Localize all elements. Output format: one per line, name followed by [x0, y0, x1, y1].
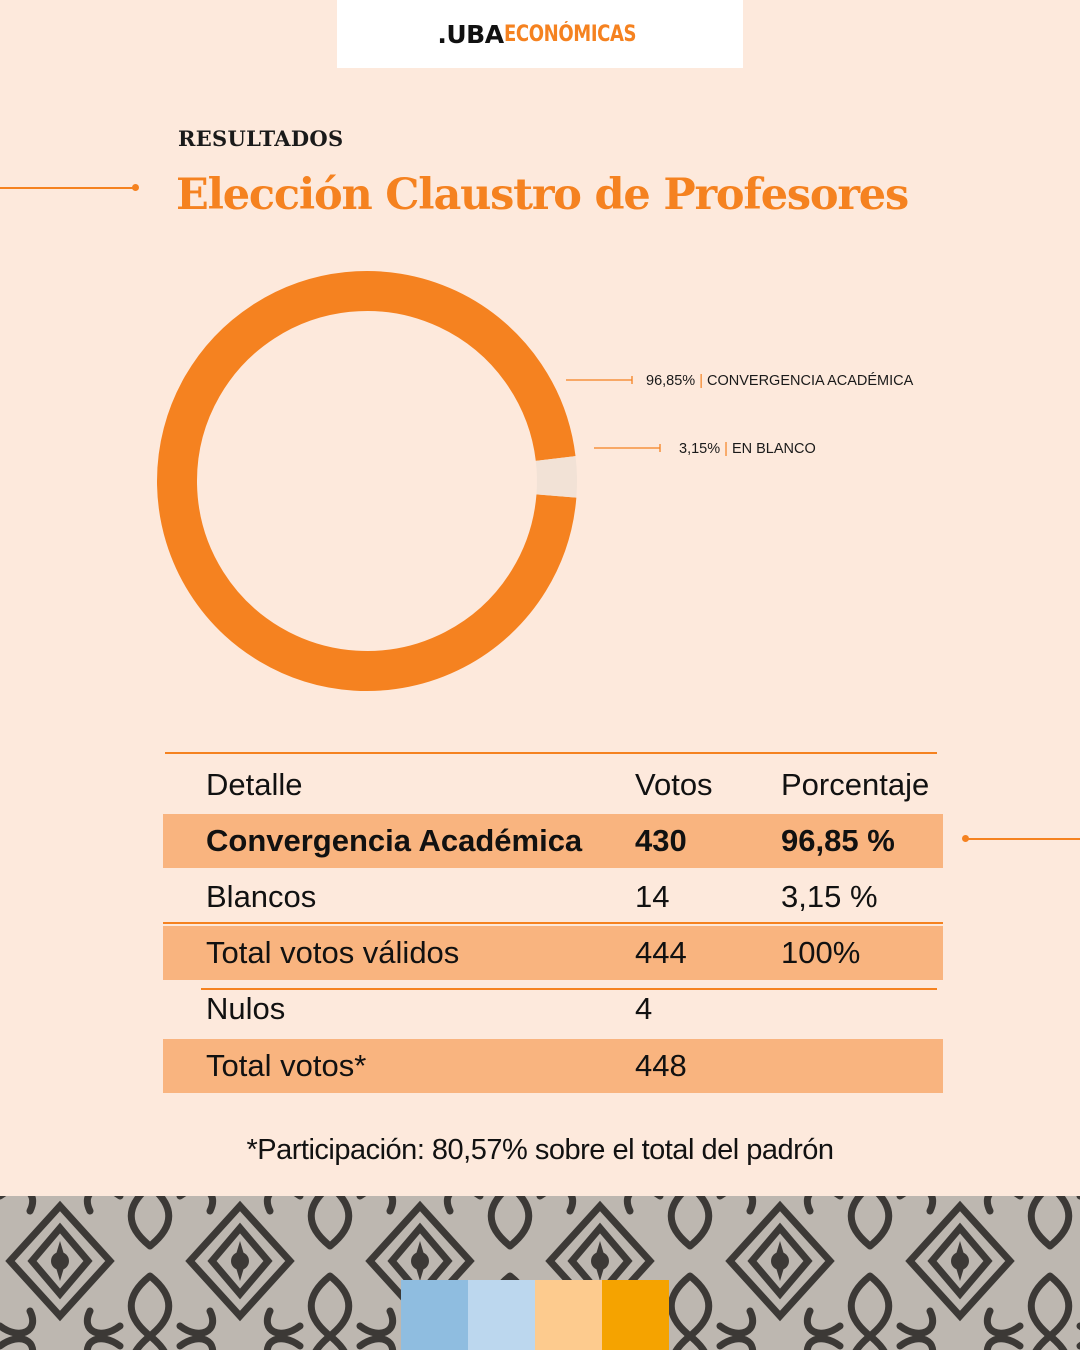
swatch-light-blue: [468, 1280, 535, 1350]
slice-separator: |: [699, 373, 708, 389]
header-detalle: Detalle: [206, 767, 303, 802]
donut-slice-en-blanco: [556, 458, 557, 496]
table-row: [163, 926, 943, 980]
header-porcentaje: Porcentaje: [781, 767, 930, 802]
table-row: [163, 982, 943, 1036]
row-detalle: Blancos: [206, 879, 317, 914]
row-votos: 444: [635, 935, 687, 970]
donut-slice-convergencia: [177, 291, 556, 671]
table-row: [163, 1039, 943, 1093]
table-top-rule: [165, 752, 937, 754]
slice-separator: |: [724, 441, 732, 457]
row-detalle: Nulos: [206, 991, 286, 1026]
row-detalle: Total votos válidos: [206, 935, 460, 970]
slice-name: CONVERGENCIA ACADÉMICA: [707, 373, 914, 389]
slice-label-1: [679, 441, 816, 457]
row-porcentaje: 3,15 %: [781, 879, 878, 914]
donut-slices: [177, 291, 557, 671]
page-title: Elección Claustro de Profesores: [176, 170, 908, 220]
slice-percent: 96,85%: [646, 373, 700, 389]
swatch-peach: [535, 1280, 602, 1350]
table-row: [163, 870, 943, 924]
total-rule: [163, 922, 943, 924]
row-votos: 4: [635, 991, 653, 1026]
table-row: [163, 814, 943, 868]
row-detalle: Total votos*: [206, 1048, 367, 1083]
participation-footnote: *Participación: 80,57% sobre el total del padrón: [246, 1134, 834, 1166]
header-votos: Votos: [635, 767, 713, 802]
slice-label-0: [646, 372, 914, 389]
section-kicker: RESULTADOS: [178, 126, 344, 151]
slice-percent: 3,15%: [679, 441, 725, 457]
logo-economicas: ECONÓMICAS: [503, 21, 636, 47]
row-porcentaje: 100%: [781, 935, 861, 970]
slice-labels: [566, 372, 914, 457]
row-votos: 448: [635, 1048, 687, 1083]
logo-uba: .UBA: [437, 19, 504, 49]
table-deco-line: [966, 838, 1080, 840]
row-votos: 430: [635, 823, 687, 858]
slice-name: EN BLANCO: [731, 441, 816, 457]
row-votos: 14: [635, 879, 670, 914]
swatch-orange: [602, 1280, 669, 1350]
row-porcentaje: 96,85 %: [781, 823, 895, 858]
row-detalle: Convergencia Académica: [206, 823, 583, 858]
table-header-row: [163, 758, 943, 812]
swatch-blue: [401, 1280, 468, 1350]
